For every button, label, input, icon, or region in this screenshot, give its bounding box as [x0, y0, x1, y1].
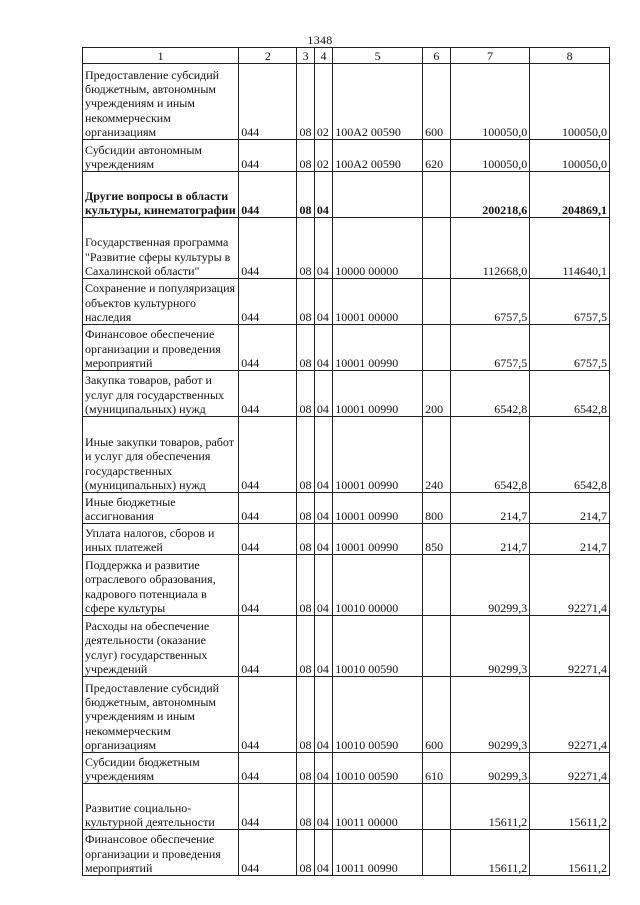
amount-year-2: 92271,4 — [530, 616, 610, 677]
row-name: Расходы на обеспечение деятельности (оказание услуг) государственных учреждений — [83, 616, 239, 677]
subsection-code: 04 — [314, 616, 332, 677]
subsection-code: 04 — [314, 218, 332, 279]
amount-year-1: 214,7 — [450, 493, 530, 524]
target-article-code: 10000 00000 — [333, 218, 423, 279]
section-code: 08 — [297, 555, 314, 616]
amount-year-2: 6542,8 — [530, 371, 610, 417]
section-code: 08 — [297, 830, 314, 876]
column-header: 5 — [333, 48, 423, 64]
amount-year-1: 100050,0 — [450, 140, 530, 172]
expense-type-code: 600 — [423, 677, 451, 753]
ved-code: 044 — [239, 616, 297, 677]
target-article-code: 100A2 00590 — [333, 64, 423, 140]
ved-code: 044 — [239, 172, 297, 218]
target-article-code: 10001 00990 — [333, 417, 423, 493]
amount-year-2: 6757,5 — [530, 325, 610, 371]
target-article-code: 10010 00590 — [333, 616, 423, 677]
amount-year-1: 6757,5 — [450, 325, 530, 371]
column-header-row — [83, 48, 610, 64]
section-code: 08 — [297, 524, 314, 555]
section-code: 08 — [297, 616, 314, 677]
expense-type-code — [423, 325, 451, 371]
table-row — [83, 417, 610, 493]
subsection-code: 04 — [314, 279, 332, 325]
target-article-code — [333, 172, 423, 218]
expense-type-code: 620 — [423, 140, 451, 172]
table-row — [83, 371, 610, 417]
row-name: Закупка товаров, работ и услуг для государственных (муниципальных) нужд — [83, 371, 239, 417]
subsection-code: 04 — [314, 417, 332, 493]
column-header: 1 — [83, 48, 239, 64]
amount-year-2: 114640,1 — [530, 218, 610, 279]
expense-type-code — [423, 616, 451, 677]
page-number: 1348 — [307, 33, 333, 47]
amount-year-1: 90299,3 — [450, 555, 530, 616]
expense-type-code — [423, 830, 451, 876]
subsection-code: 04 — [314, 172, 332, 218]
table-row — [83, 493, 610, 524]
amount-year-2: 6542,8 — [530, 417, 610, 493]
table-row — [83, 279, 610, 325]
ved-code: 044 — [239, 784, 297, 830]
section-code: 08 — [297, 279, 314, 325]
table-row — [83, 616, 610, 677]
column-header: 7 — [450, 48, 530, 64]
column-header: 2 — [239, 48, 297, 64]
section-code: 08 — [297, 140, 314, 172]
table-row — [83, 64, 610, 140]
expense-type-code: 610 — [423, 753, 451, 784]
table-row — [83, 218, 610, 279]
table-row — [83, 753, 610, 784]
section-code: 08 — [297, 493, 314, 524]
subsection-code: 02 — [314, 64, 332, 140]
table-row — [83, 172, 610, 218]
column-header: 3 — [297, 48, 314, 64]
amount-year-1: 112668,0 — [450, 218, 530, 279]
row-name: Государственная программа "Развитие сферы культуры в Сахалинской области" — [83, 218, 239, 279]
subsection-code: 04 — [314, 784, 332, 830]
table-body — [83, 64, 610, 876]
amount-year-1: 100050,0 — [450, 64, 530, 140]
target-article-code: 10011 00000 — [333, 784, 423, 830]
ved-code: 044 — [239, 677, 297, 753]
section-code: 08 — [297, 753, 314, 784]
amount-year-1: 200218,6 — [450, 172, 530, 218]
table-row — [83, 140, 610, 172]
amount-year-1: 15611,2 — [450, 830, 530, 876]
expense-type-code — [423, 555, 451, 616]
section-code: 08 — [297, 371, 314, 417]
section-code: 08 — [297, 417, 314, 493]
ved-code: 044 — [239, 417, 297, 493]
amount-year-1: 90299,3 — [450, 616, 530, 677]
expense-type-code: 200 — [423, 371, 451, 417]
row-name: Развитие социально-культурной деятельности — [83, 784, 239, 830]
target-article-code: 100A2 00590 — [333, 140, 423, 172]
subsection-code: 04 — [314, 371, 332, 417]
target-article-code: 10011 00990 — [333, 830, 423, 876]
row-name: Финансовое обеспечение организации и проведения мероприятий — [83, 830, 239, 876]
amount-year-2: 92271,4 — [530, 677, 610, 753]
target-article-code: 10001 00990 — [333, 371, 423, 417]
amount-year-1: 6542,8 — [450, 371, 530, 417]
section-code: 08 — [297, 64, 314, 140]
subsection-code: 04 — [314, 830, 332, 876]
amount-year-2: 204869,1 — [530, 172, 610, 218]
ved-code: 044 — [239, 555, 297, 616]
table-row — [83, 524, 610, 555]
column-header: 4 — [314, 48, 332, 64]
expense-type-code — [423, 172, 451, 218]
target-article-code: 10010 00000 — [333, 555, 423, 616]
row-name: Предоставление субсидий бюджетным, автономным учреждениям и иным некоммерческим организациям — [83, 64, 239, 140]
ved-code: 044 — [239, 325, 297, 371]
amount-year-1: 6542,8 — [450, 417, 530, 493]
subsection-code: 04 — [314, 493, 332, 524]
ved-code: 044 — [239, 524, 297, 555]
target-article-code: 10001 00990 — [333, 325, 423, 371]
row-name: Финансовое обеспечение организации и проведения мероприятий — [83, 325, 239, 371]
amount-year-1: 214,7 — [450, 524, 530, 555]
amount-year-2: 92271,4 — [530, 753, 610, 784]
column-header: 8 — [530, 48, 610, 64]
amount-year-2: 15611,2 — [530, 784, 610, 830]
section-code: 08 — [297, 677, 314, 753]
amount-year-2: 100050,0 — [530, 64, 610, 140]
expense-type-code — [423, 784, 451, 830]
row-name: Уплата налогов, сборов и иных платежей — [83, 524, 239, 555]
amount-year-1: 90299,3 — [450, 677, 530, 753]
target-article-code: 10001 00990 — [333, 524, 423, 555]
ved-code: 044 — [239, 279, 297, 325]
target-article-code: 10001 00990 — [333, 493, 423, 524]
row-name: Субсидии бюджетным учреждениям — [83, 753, 239, 784]
subsection-code: 04 — [314, 677, 332, 753]
table-row — [83, 325, 610, 371]
table-row — [83, 677, 610, 753]
subsection-code: 04 — [314, 555, 332, 616]
target-article-code: 10001 00000 — [333, 279, 423, 325]
column-header: 6 — [423, 48, 451, 64]
row-name: Иные бюджетные ассигнования — [83, 493, 239, 524]
budget-table — [82, 47, 610, 876]
expense-type-code — [423, 279, 451, 325]
table-row — [83, 830, 610, 876]
target-article-code: 10010 00590 — [333, 677, 423, 753]
expense-type-code: 850 — [423, 524, 451, 555]
subsection-code: 04 — [314, 325, 332, 371]
subsection-code: 02 — [314, 140, 332, 172]
subsection-code: 04 — [314, 753, 332, 784]
row-name: Поддержка и развитие отраслевого образования, кадрового потенциала в сфере культуры — [83, 555, 239, 616]
amount-year-2: 6757,5 — [530, 279, 610, 325]
ved-code: 044 — [239, 830, 297, 876]
amount-year-2: 214,7 — [530, 493, 610, 524]
expense-type-code: 240 — [423, 417, 451, 493]
row-name: Иные закупки товаров, работ и услуг для обеспечения государственных (муниципальных) нужд — [83, 417, 239, 493]
ved-code: 044 — [239, 493, 297, 524]
row-name: Сохранение и популяризация объектов культурного наследия — [83, 279, 239, 325]
section-code: 08 — [297, 218, 314, 279]
amount-year-2: 214,7 — [530, 524, 610, 555]
row-name: Другие вопросы в области культуры, кинематографии — [83, 172, 239, 218]
ved-code: 044 — [239, 371, 297, 417]
row-name: Предоставление субсидий бюджетным, автономным учреждениям и иным некоммерческим организациям — [83, 677, 239, 753]
expense-type-code — [423, 218, 451, 279]
row-name: Субсидии автономным учреждениям — [83, 140, 239, 172]
amount-year-1: 90299,3 — [450, 753, 530, 784]
ved-code: 044 — [239, 218, 297, 279]
subsection-code: 04 — [314, 524, 332, 555]
table-row — [83, 784, 610, 830]
section-code: 08 — [297, 784, 314, 830]
section-code: 08 — [297, 172, 314, 218]
section-code: 08 — [297, 325, 314, 371]
expense-type-code: 800 — [423, 493, 451, 524]
amount-year-2: 15611,2 — [530, 830, 610, 876]
ved-code: 044 — [239, 753, 297, 784]
amount-year-2: 100050,0 — [530, 140, 610, 172]
amount-year-2: 92271,4 — [530, 555, 610, 616]
ved-code: 044 — [239, 64, 297, 140]
expense-type-code: 600 — [423, 64, 451, 140]
amount-year-1: 15611,2 — [450, 784, 530, 830]
target-article-code: 10010 00590 — [333, 753, 423, 784]
table-row — [83, 555, 610, 616]
amount-year-1: 6757,5 — [450, 279, 530, 325]
ved-code: 044 — [239, 140, 297, 172]
